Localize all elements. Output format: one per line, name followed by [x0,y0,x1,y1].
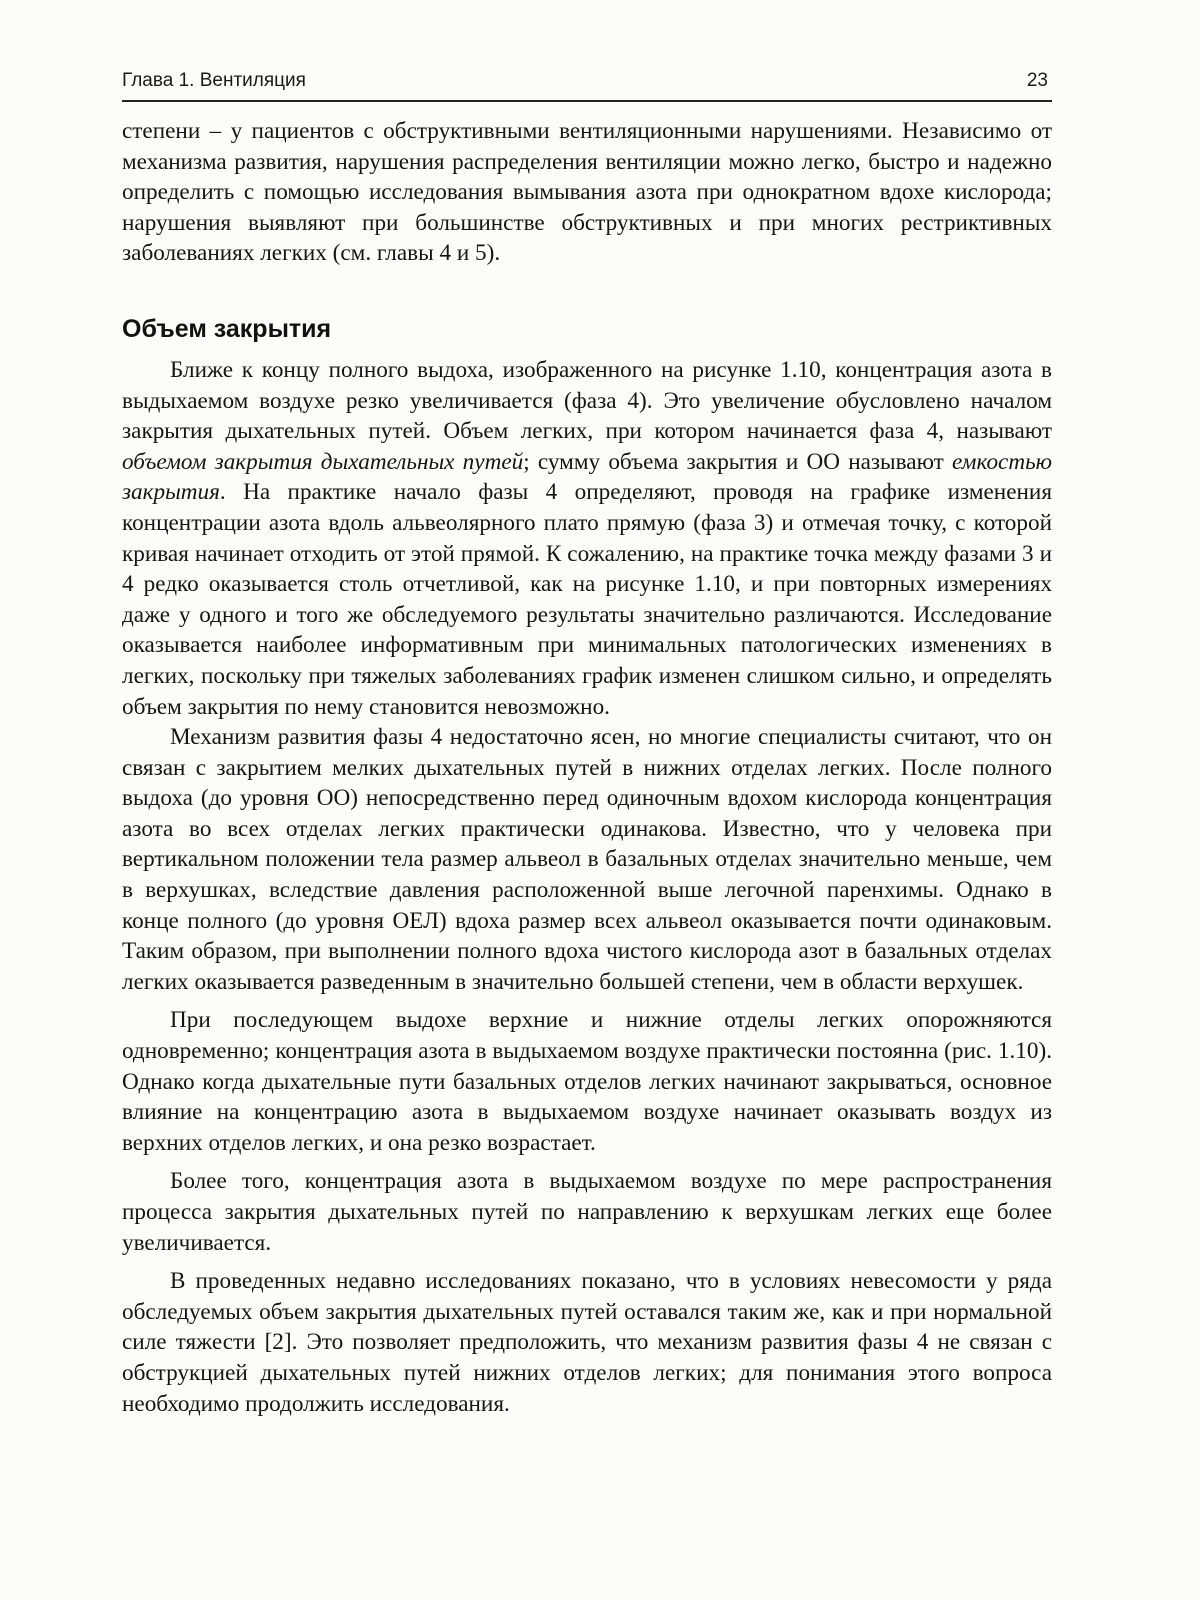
intro-paragraph: степени – у пациентов с обструктивными вентиляционными нарушениями. Независимо от механизма развития, нарушения распределения вентиляции можно легко, быстро и надежно определить с помощью исследования вымывания азота при однократном вдохе кислорода; нарушения выявляют при большинстве обструктивных и при многих рестриктивных заболеваниях легких (см. главы 4 и 5). [122,118,1052,267]
term-closing-capacity: емкостью закрытия [122,448,1052,506]
page-number: 23 [1026,70,1048,91]
chapter-title: Глава 1. Вентиляция [122,70,306,91]
paragraph-1-part-c: . На практике начало фазы 4 определяют, проводя на графике изменения концентрации азота вдоль альвеолярного плато прямую (фаза 3) и отмечая точку, с которой кривая начинает отходить от этой прямой. К сожалению, на практике точка между фазами 3 и 4 редко оказывается столь отчетливой, как на рисунке 1.10, и при повторных измерениях даже у одного и того же обследуемого результаты значительно различаются. Исследование оказывается наиболее информативным при минимальных патологических изменениях в легких, поскольку при тяжелых заболеваниях график изменен слишком сильно, и определять объем закрытия по нему становится невозможно. [122,479,1052,720]
paragraph-1-part-a: Ближе к концу полного выдоха, изображенного на рисунке 1.10, концентрация азота в выдыхаемом воздухе резко увеличивается (фаза 4). Это увеличение обусловлено началом закрытия дыхательных путей. Объем легких, при котором начинается фаза 4, называют [122,356,1052,445]
paragraph-1-part-b: ; сумму объема закрытия и ОО называют [523,448,952,475]
paragraph-5: В проведенных недавно исследованиях показано, что в условиях невесомости у ряда обследуемых объем закрытия дыхательных путей оставался таким же, как и при нормальной силе тяжести [2]. Это позволяет предположить, что механизм развития фазы 4 не связан с обструкцией дыхательных путей нижних отделов легких; для понимания этого вопроса необходимо продолжить исследования. [122,1268,1052,1417]
page-body [122,116,1052,1419]
paragraph-2: Механизм развития фазы 4 недостаточно ясен, но многие специалисты считают, что он связан с закрытием мелких дыхательных путей в нижних отделах легких. После полного выдоха (до уровня ОО) непосредственно перед одиночным вдохом кислорода концентрация азота во всех отделах легких практически одинакова. Известно, что у человека при вертикальном положении тела размер альвеол в базальных отделах значительно меньше, чем в верхушках, вследствие давления расположенной выше легочной паренхимы. Однако в конце полного (до уровня ОЕЛ) вдоха размер всех альвеол оказывается почти одинаковым. Таким образом, при выполнении полного вдоха чистого кислорода азот в базальных отделах легких оказывается разведенным в значительно большей степени, чем в области верхушек. [122,724,1052,995]
paragraph-4: Более того, концентрация азота в выдыхаемом воздухе по мере распространения процесса закрытия дыхательных путей по направлению к верхушкам легких еще более увеличивается. [122,1168,1052,1256]
term-closing-volume: объемом закрытия дыхательных путей [122,448,524,475]
paragraph-3: При последующем выдохе верхние и нижние отделы легких опорожняются одновременно; концентрация азота в выдыхаемом воздухе практически постоянна (рис. 1.10). Однако когда дыхательные пути базальных отделов легких начинают закрываться, основное влияние на концентрацию азота в выдыхаемом воздухе начинает оказывать воздух из верхних отделов легких, и она резко возрастает. [122,1007,1052,1156]
section-heading: Объем закрытия [122,314,332,343]
running-header [122,66,1052,102]
paragraph-1 [122,355,1052,722]
